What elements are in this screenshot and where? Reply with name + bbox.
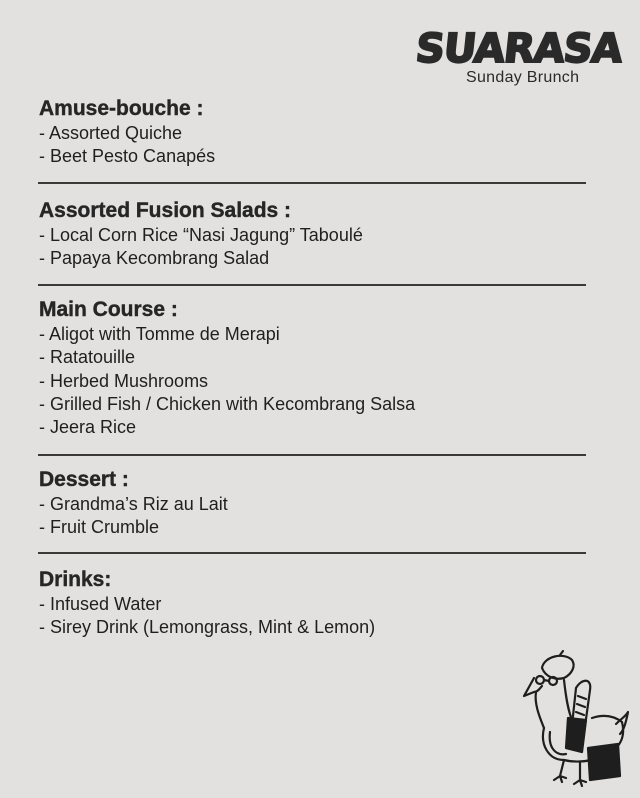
section-amuse-bouche: [39, 96, 215, 169]
section-salads: [39, 198, 363, 271]
section-main-course: [39, 297, 415, 439]
menu-subtitle: Sunday Brunch: [466, 69, 580, 86]
section-drinks: [39, 567, 375, 640]
menu-item: - Grandma’s Riz au Lait: [39, 494, 228, 514]
divider: [38, 552, 586, 554]
menu-item: - Aligot with Tomme de Merapi: [39, 324, 280, 344]
menu-item: - Herbed Mushrooms: [39, 370, 209, 391]
section-title: Main Course :: [39, 298, 178, 321]
menu-item: - Sirey Drink (Lemongrass, Mint & Lemon): [39, 617, 376, 638]
menu-item: - Jeera Rice: [39, 417, 137, 438]
section-title: Drinks:: [39, 568, 112, 591]
brand-logo: [413, 26, 624, 96]
section-dessert: [39, 467, 228, 540]
menu-item: - Local Corn Rice “Nasi Jagung” Taboulé: [39, 225, 363, 245]
section-title: Dessert :: [39, 468, 129, 491]
menu-item: - Papaya Kecombrang Salad: [39, 248, 270, 269]
section-title: Amuse-bouche :: [39, 97, 204, 120]
menu-item: - Beet Pesto Canapés: [39, 146, 216, 167]
section-title: Assorted Fusion Salads :: [39, 199, 292, 222]
divider: [38, 284, 586, 286]
menu-item: - Assorted Quiche: [39, 123, 183, 143]
brand-name: SUARASA: [413, 26, 624, 72]
menu-item: - Grilled Fish / Chicken with Kecombrang Salsa: [39, 393, 416, 414]
divider: [38, 454, 586, 456]
divider: [38, 182, 586, 184]
menu-item: - Fruit Crumble: [39, 517, 160, 538]
menu-item: - Infused Water: [39, 594, 162, 614]
pigeon-with-beret-and-baguette-icon: [520, 648, 635, 793]
menu-item: - Ratatouille: [39, 347, 136, 368]
